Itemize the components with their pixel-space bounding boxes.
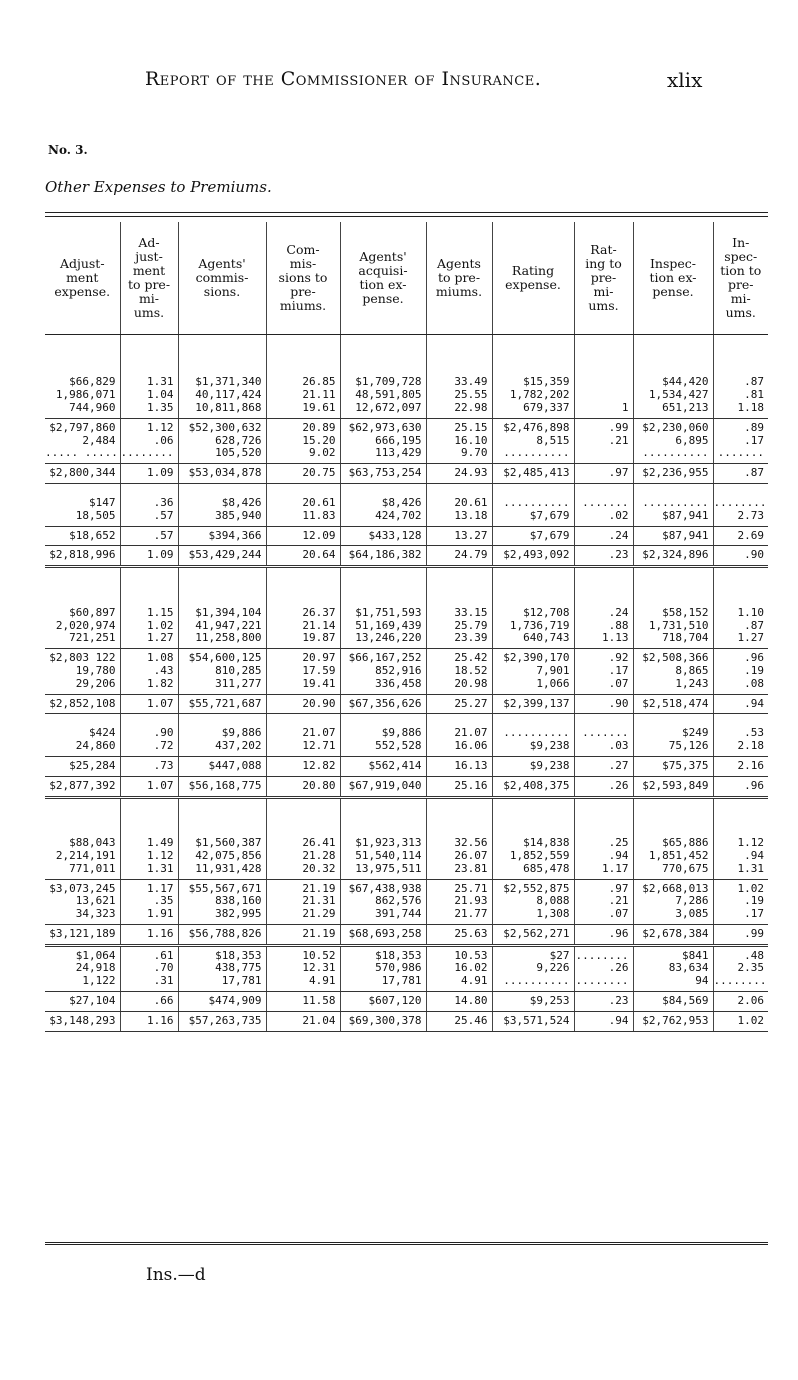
- table-cell: $69,300,378: [340, 1011, 426, 1031]
- table-cell: 1.12 .94 1.31: [713, 809, 768, 879]
- table-cell: $62,973,630 666,195 113,429: [340, 418, 426, 463]
- table-cell: ........ .26 ........: [574, 945, 633, 991]
- table-cell: $14,838 1,852,559 685,478: [492, 809, 574, 879]
- table-row: [45, 418, 768, 463]
- table-cell: 26.37 21.14 19.87: [266, 578, 340, 648]
- table-cell: .87 .81 1.18: [713, 335, 768, 419]
- table-cell: .23: [574, 992, 633, 1012]
- table-cell: 24.93: [426, 464, 492, 484]
- table-cell: $3,148,293: [45, 1011, 120, 1031]
- table-cell: .66: [120, 992, 178, 1012]
- table-cell: $53,429,244: [178, 546, 266, 567]
- table-row: [45, 526, 768, 546]
- table-cell: $2,668,013 7,286 3,085: [633, 879, 713, 924]
- table-cell: 1.49 1.12 1.31: [120, 809, 178, 879]
- table-cell: .99 .21: [574, 418, 633, 463]
- table-cell: $66,829 1,986,071 744,960: [45, 335, 120, 419]
- table-cell: $9,886 552,528: [340, 724, 426, 756]
- table-row: [45, 724, 768, 756]
- column-header: Inspec- tion ex- pense.: [633, 222, 713, 335]
- table-cell: .26: [574, 776, 633, 797]
- spacer-row: [45, 567, 768, 579]
- top-rule-inner: [45, 216, 768, 217]
- table-cell: 21.07 16.06: [426, 724, 492, 756]
- table-cell: 21.04: [266, 1011, 340, 1031]
- table-row: [45, 335, 768, 419]
- table-cell: .......... $7,679: [492, 494, 574, 526]
- table-cell: .......... $9,238: [492, 724, 574, 756]
- table-cell: 25.46: [426, 1011, 492, 1031]
- table-cell: $44,420 1,534,427 651,213: [633, 335, 713, 419]
- table-cell: $8,426 424,702: [340, 494, 426, 526]
- table-cell: $2,485,413: [492, 464, 574, 484]
- table-cell: 1.07: [120, 776, 178, 797]
- table-cell: $68,693,258: [340, 924, 426, 945]
- table-cell: 32.56 26.07 23.81: [426, 809, 492, 879]
- table-cell: $2,324,896: [633, 546, 713, 567]
- table-cell: .99: [713, 924, 768, 945]
- table-cell: $424 24,860: [45, 724, 120, 756]
- table-cell: 20.89 15.20 9.02: [266, 418, 340, 463]
- table-cell: 1.16: [120, 924, 178, 945]
- table-cell: .97 .21 .07: [574, 879, 633, 924]
- bottom-rule: [45, 1242, 768, 1245]
- column-header: Rating expense.: [492, 222, 574, 335]
- table-cell: $56,168,775: [178, 776, 266, 797]
- spacer-row: [45, 714, 768, 725]
- table-cell: $1,560,387 42,075,856 11,931,428: [178, 809, 266, 879]
- table-cell: $607,120: [340, 992, 426, 1012]
- spacer-row: [45, 797, 768, 809]
- table-cell: $27,104: [45, 992, 120, 1012]
- table-cell: $2,493,092: [492, 546, 574, 567]
- table-cell: 1.10 .87 1.27: [713, 578, 768, 648]
- table-cell: 11.58: [266, 992, 340, 1012]
- table-cell: .24: [574, 526, 633, 546]
- table-cell: $67,438,938 862,576 391,744: [340, 879, 426, 924]
- table-body: [45, 335, 768, 1032]
- table-cell: 25.27: [426, 694, 492, 714]
- table-cell: .97: [574, 464, 633, 484]
- table-cell: 26.85 21.11 19.61: [266, 335, 340, 419]
- table-cell: $2,408,375: [492, 776, 574, 797]
- table-cell: $1,923,313 51,540,114 13,975,511: [340, 809, 426, 879]
- table-cell: $2,508,366 8,865 1,243: [633, 649, 713, 694]
- table-cell: 33.15 25.79 23.39: [426, 578, 492, 648]
- table-cell: $1,709,728 48,591,805 12,672,097: [340, 335, 426, 419]
- table-cell: ....... .02: [574, 494, 633, 526]
- table-cell: $64,186,382: [340, 546, 426, 567]
- table-cell: $87,941: [633, 526, 713, 546]
- table-row: [45, 1011, 768, 1031]
- table-cell: 1.31 1.04 1.35: [120, 335, 178, 419]
- table-cell: $2,877,392: [45, 776, 120, 797]
- table-cell: .73: [120, 756, 178, 776]
- table-cell: 2.06: [713, 992, 768, 1012]
- table-cell: $1,751,593 51,169,439 13,246,220: [340, 578, 426, 648]
- table-cell: 2.69: [713, 526, 768, 546]
- table-cell: 1.09: [120, 464, 178, 484]
- table-cell: $1,064 24,918 1,122: [45, 945, 120, 991]
- table-cell: 12.09: [266, 526, 340, 546]
- table-row: [45, 776, 768, 797]
- table-cell: $2,797,860 2,484 ..... .....: [45, 418, 120, 463]
- table-cell: $12,708 1,736,719 640,743: [492, 578, 574, 648]
- table-cell: $9,253: [492, 992, 574, 1012]
- table-row: [45, 578, 768, 648]
- table-cell: 26.41 21.28 20.32: [266, 809, 340, 879]
- table-cell: $3,073,245 13,621 34,323: [45, 879, 120, 924]
- table-cell: .96: [574, 924, 633, 945]
- table-cell: $433,128: [340, 526, 426, 546]
- table-cell: 14.80: [426, 992, 492, 1012]
- table-cell: 20.75: [266, 464, 340, 484]
- table-cell: .90: [713, 546, 768, 567]
- table-cell: $75,375: [633, 756, 713, 776]
- table-cell: $1,371,340 40,117,424 10,811,868: [178, 335, 266, 419]
- table-cell: $2,552,875 8,088 1,308: [492, 879, 574, 924]
- table-cell: $88,043 2,214,191 771,011: [45, 809, 120, 879]
- table-cell: 10.52 12.31 4.91: [266, 945, 340, 991]
- table-row: [45, 546, 768, 567]
- table-cell: $27 9,226 ..........: [492, 945, 574, 991]
- table-cell: $57,263,735: [178, 1011, 266, 1031]
- table-cell: $53,034,878: [178, 464, 266, 484]
- table-cell: ....... .03: [574, 724, 633, 756]
- table-cell: $60,897 2,020,974 721,251: [45, 578, 120, 648]
- table-row: [45, 924, 768, 945]
- table-cell: .24 .88 1.13: [574, 578, 633, 648]
- table-cell: 25.71 21.93 21.77: [426, 879, 492, 924]
- table-cell: $56,788,826: [178, 924, 266, 945]
- table-cell: $447,088: [178, 756, 266, 776]
- table-cell: $1,394,104 41,947,221 11,258,800: [178, 578, 266, 648]
- table-number: No. 3.: [48, 143, 88, 157]
- table-cell: $55,567,671 838,160 382,995: [178, 879, 266, 924]
- table-cell: $841 83,634 94: [633, 945, 713, 991]
- table-cell: 25.16: [426, 776, 492, 797]
- top-rule: [45, 212, 768, 213]
- table-cell: 1.08 .43 1.82: [120, 649, 178, 694]
- column-header-row: [45, 222, 768, 335]
- table-cell: $15,359 1,782,202 679,337: [492, 335, 574, 419]
- table-cell: .96 .19 .08: [713, 649, 768, 694]
- table-cell: .36 .57: [120, 494, 178, 526]
- table-cell: $67,919,040: [340, 776, 426, 797]
- table-cell: .57: [120, 526, 178, 546]
- table-cell: $2,818,996: [45, 546, 120, 567]
- table-cell: .61 .70 .31: [120, 945, 178, 991]
- table-cell: $63,753,254: [340, 464, 426, 484]
- table-cell: $2,230,060 6,895 ..........: [633, 418, 713, 463]
- table-cell: $394,366: [178, 526, 266, 546]
- table-cell: .92 .17 .07: [574, 649, 633, 694]
- table-cell: $474,909: [178, 992, 266, 1012]
- table-cell: .90: [574, 694, 633, 714]
- table-cell: 1: [574, 335, 633, 419]
- table-cell: 1.12 .06 ........: [120, 418, 178, 463]
- table-row: [45, 992, 768, 1012]
- table-row: [45, 879, 768, 924]
- column-header: Agents to pre- miums.: [426, 222, 492, 335]
- table-cell: $52,300,632 628,726 105,520: [178, 418, 266, 463]
- table-cell: $2,399,137: [492, 694, 574, 714]
- table-cell: $2,236,955: [633, 464, 713, 484]
- table-cell: $7,679: [492, 526, 574, 546]
- table-cell: $67,356,626: [340, 694, 426, 714]
- table-cell: $2,800,344: [45, 464, 120, 484]
- table-cell: 1.16: [120, 1011, 178, 1031]
- table-cell: 21.07 12.71: [266, 724, 340, 756]
- column-header: Agents' acquisi- tion ex- pense.: [340, 222, 426, 335]
- table-cell: 33.49 25.55 22.98: [426, 335, 492, 419]
- table-cell: $3,121,189: [45, 924, 120, 945]
- table-cell: $3,571,524: [492, 1011, 574, 1031]
- table-cell: 20.61 13.18: [426, 494, 492, 526]
- page-number: xlix: [667, 68, 703, 92]
- table-row: [45, 945, 768, 991]
- table-cell: 2.16: [713, 756, 768, 776]
- table-row: [45, 464, 768, 484]
- table-cell: $2,593,849: [633, 776, 713, 797]
- table-cell: .25 .94 1.17: [574, 809, 633, 879]
- table-cell: $8,426 385,940: [178, 494, 266, 526]
- footer-signature: Ins.—d: [146, 1265, 206, 1285]
- table-cell: $25,284: [45, 756, 120, 776]
- table-cell: $249 75,126: [633, 724, 713, 756]
- table-cell: .87: [713, 464, 768, 484]
- table-cell: $2,762,953: [633, 1011, 713, 1031]
- table-cell: $2,518,474: [633, 694, 713, 714]
- column-header: Com- mis- sions to pre- miums.: [266, 222, 340, 335]
- table-cell: 1.17 .35 1.91: [120, 879, 178, 924]
- table-cell: .53 2.18: [713, 724, 768, 756]
- table-cell: 1.07: [120, 694, 178, 714]
- table-cell: 20.90: [266, 694, 340, 714]
- table-cell: 24.79: [426, 546, 492, 567]
- table-caption: Other Expenses to Premiums.: [45, 178, 272, 196]
- table-cell: 16.13: [426, 756, 492, 776]
- table-cell: .......... $87,941: [633, 494, 713, 526]
- table-cell: 13.27: [426, 526, 492, 546]
- table-cell: $562,414: [340, 756, 426, 776]
- table-cell: $18,652: [45, 526, 120, 546]
- expenses-table: [45, 222, 768, 1032]
- table-row: [45, 809, 768, 879]
- page-header: [0, 68, 798, 98]
- table-cell: 20.97 17.59 19.41: [266, 649, 340, 694]
- column-header: Agents' commis- sions.: [178, 222, 266, 335]
- table-cell: 1.02: [713, 1011, 768, 1031]
- table-cell: $2,390,170 7,901 1,066: [492, 649, 574, 694]
- table-cell: $147 18,505: [45, 494, 120, 526]
- table-cell: .48 2.35 ........: [713, 945, 768, 991]
- table-cell: $54,600,125 810,285 311,277: [178, 649, 266, 694]
- table-cell: 12.82: [266, 756, 340, 776]
- table-cell: $18,353 570,986 17,781: [340, 945, 426, 991]
- table-row: [45, 494, 768, 526]
- table-cell: 10.53 16.02 4.91: [426, 945, 492, 991]
- running-title: Report of the Commissioner of Insurance.: [145, 68, 542, 90]
- table-cell: 25.42 18.52 20.98: [426, 649, 492, 694]
- table-cell: 20.61 11.83: [266, 494, 340, 526]
- table-cell: $9,238: [492, 756, 574, 776]
- table-row: [45, 649, 768, 694]
- table-cell: $66,167,252 852,916 336,458: [340, 649, 426, 694]
- table-cell: $55,721,687: [178, 694, 266, 714]
- table-cell: 20.80: [266, 776, 340, 797]
- table-cell: $2,562,271: [492, 924, 574, 945]
- table-cell: 20.64: [266, 546, 340, 567]
- table-cell: ........ 2.73: [713, 494, 768, 526]
- table-cell: 1.02 .19 .17: [713, 879, 768, 924]
- table-cell: .89 .17 .......: [713, 418, 768, 463]
- table-cell: $84,569: [633, 992, 713, 1012]
- table-cell: .90 .72: [120, 724, 178, 756]
- table-cell: 1.09: [120, 546, 178, 567]
- table-cell: 25.63: [426, 924, 492, 945]
- table-cell: .94: [574, 1011, 633, 1031]
- table-cell: $2,852,108: [45, 694, 120, 714]
- column-header: In- spec- tion to pre- mi- ums.: [713, 222, 768, 335]
- table-cell: 21.19: [266, 924, 340, 945]
- table-cell: 25.15 16.10 9.70: [426, 418, 492, 463]
- table-cell: .96: [713, 776, 768, 797]
- table-cell: 21.19 21.31 21.29: [266, 879, 340, 924]
- table-cell: .27: [574, 756, 633, 776]
- table-cell: .94: [713, 694, 768, 714]
- table-cell: $2,476,898 8,515 ..........: [492, 418, 574, 463]
- table-cell: $2,678,384: [633, 924, 713, 945]
- table-cell: .23: [574, 546, 633, 567]
- table-row: [45, 694, 768, 714]
- spacer-row: [45, 483, 768, 494]
- table-cell: $65,886 1,851,452 770,675: [633, 809, 713, 879]
- column-header: Adjust- ment expense.: [45, 222, 120, 335]
- column-header: Ad- just- ment to pre- mi- ums.: [120, 222, 178, 335]
- table-cell: 1.15 1.02 1.27: [120, 578, 178, 648]
- column-header: Rat- ing to pre- mi- ums.: [574, 222, 633, 335]
- table-cell: $18,353 438,775 17,781: [178, 945, 266, 991]
- table-row: [45, 756, 768, 776]
- table-cell: $2,803 122 19,780 29,206: [45, 649, 120, 694]
- table-cell: $58,152 1,731,510 718,704: [633, 578, 713, 648]
- table-cell: $9,886 437,202: [178, 724, 266, 756]
